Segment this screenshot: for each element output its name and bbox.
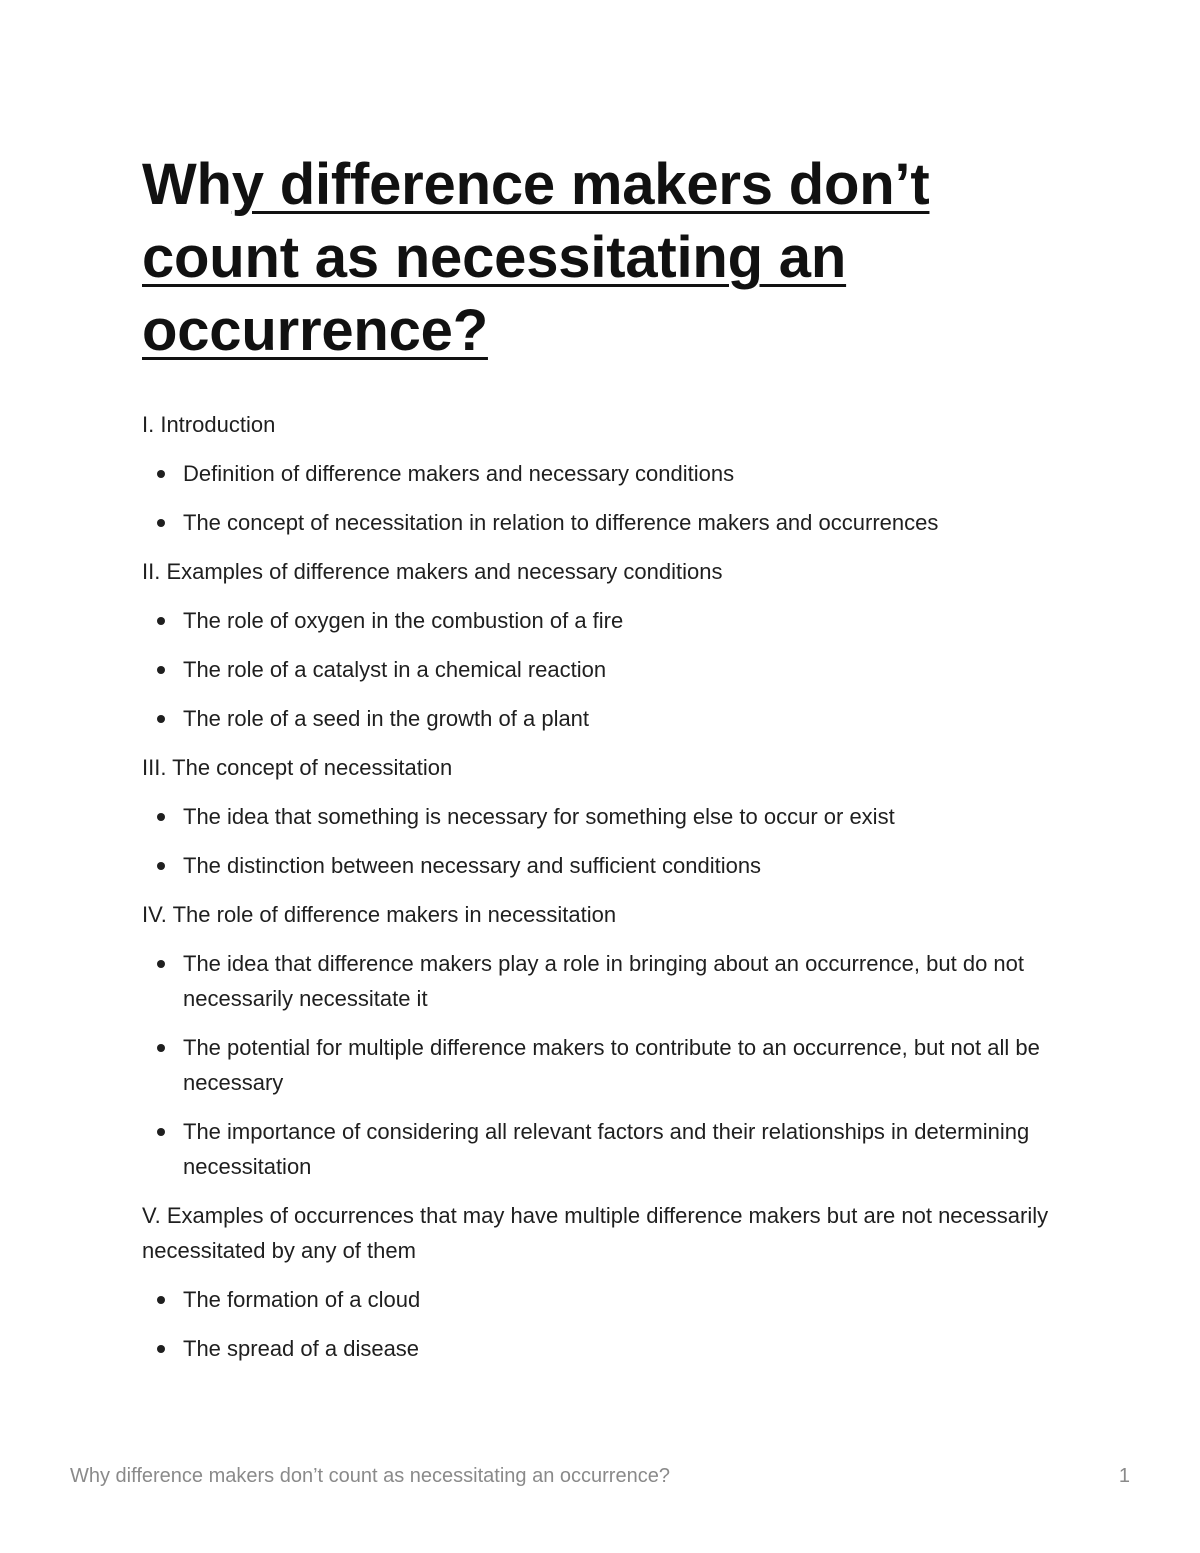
list-item-text: The role of a catalyst in a chemical reaction: [183, 657, 607, 682]
list-item-text: The concept of necessitation in relation to difference makers and occurrences: [183, 510, 939, 535]
list-item: [142, 652, 1062, 687]
page-number: 1: [1118, 1465, 1130, 1487]
section-heading: III. The concept of necessitation: [142, 755, 453, 780]
list-item-text: The role of a seed in the growth of a plant: [183, 706, 590, 731]
list-item: [142, 799, 1062, 834]
list-item-text: The role of oxygen in the combustion of a fire: [183, 608, 624, 633]
list-item: [142, 1331, 1062, 1366]
list-item: [142, 1030, 1062, 1100]
section-heading: I. Introduction: [142, 412, 276, 437]
bullet-icon: [157, 666, 165, 674]
list-item: [142, 1282, 1062, 1317]
page-title-start: Wh: [142, 152, 232, 217]
bullet-icon: [157, 617, 165, 625]
footer-title: Why difference makers don’t count as necessitating an occurrence?: [70, 1465, 670, 1487]
page-title: [142, 148, 1062, 367]
bullet-icon: [157, 1128, 165, 1136]
section-role-of-difference-makers: [142, 897, 1062, 1184]
bullet-icon: [157, 960, 165, 968]
list-item-text: Definition of difference makers and necessary conditions: [183, 461, 735, 486]
bullet-list: [142, 1282, 1062, 1366]
section-heading: IV. The role of difference makers in necessitation: [142, 902, 617, 927]
list-item: [142, 456, 1062, 491]
list-item-text: The importance of considering all relevant factors and their relationships in determining necessitation: [183, 1119, 1030, 1179]
bullet-list: [142, 456, 1062, 540]
bullet-icon: [157, 519, 165, 527]
section-heading: II. Examples of difference makers and necessary conditions: [142, 559, 723, 584]
section-heading: V. Examples of occurrences that may have multiple difference makers but are not necessarily necessitated by any of them: [142, 1203, 1049, 1263]
list-item: [142, 946, 1062, 1016]
section-examples: [142, 554, 1062, 736]
document-body: [142, 148, 1062, 1380]
list-item-text: The formation of a cloud: [183, 1287, 421, 1312]
bullet-list: [142, 946, 1062, 1184]
section-examples-of-occurrences: [142, 1198, 1062, 1366]
bullet-icon: [157, 715, 165, 723]
list-item: [142, 505, 1062, 540]
bullet-icon: [157, 1044, 165, 1052]
list-item: [142, 1114, 1062, 1184]
list-item: [142, 603, 1062, 638]
bullet-list: [142, 603, 1062, 736]
bullet-icon: [157, 862, 165, 870]
section-necessitation: [142, 750, 1062, 883]
list-item-text: The spread of a disease: [183, 1336, 420, 1361]
bullet-icon: [157, 1345, 165, 1353]
outline: [142, 407, 1062, 1366]
bullet-icon: [157, 1296, 165, 1304]
list-item: [142, 701, 1062, 736]
section-introduction: [142, 407, 1062, 540]
list-item-text: The idea that difference makers play a role in bringing about an occurrence, but do not necessarily necessitate it: [183, 951, 1025, 1011]
bullet-list: [142, 799, 1062, 883]
page-footer: [70, 1465, 1130, 1488]
list-item-text: The idea that something is necessary for something else to occur or exist: [183, 804, 895, 829]
list-item-text: The potential for multiple difference makers to contribute to an occurrence, but not all be necessary: [183, 1035, 1040, 1095]
page-title-rest: y difference makers don’t count as necessitating an occurrence?: [142, 152, 930, 363]
list-item-text: The distinction between necessary and sufficient conditions: [183, 853, 762, 878]
bullet-icon: [157, 813, 165, 821]
list-item: [142, 848, 1062, 883]
bullet-icon: [157, 470, 165, 478]
